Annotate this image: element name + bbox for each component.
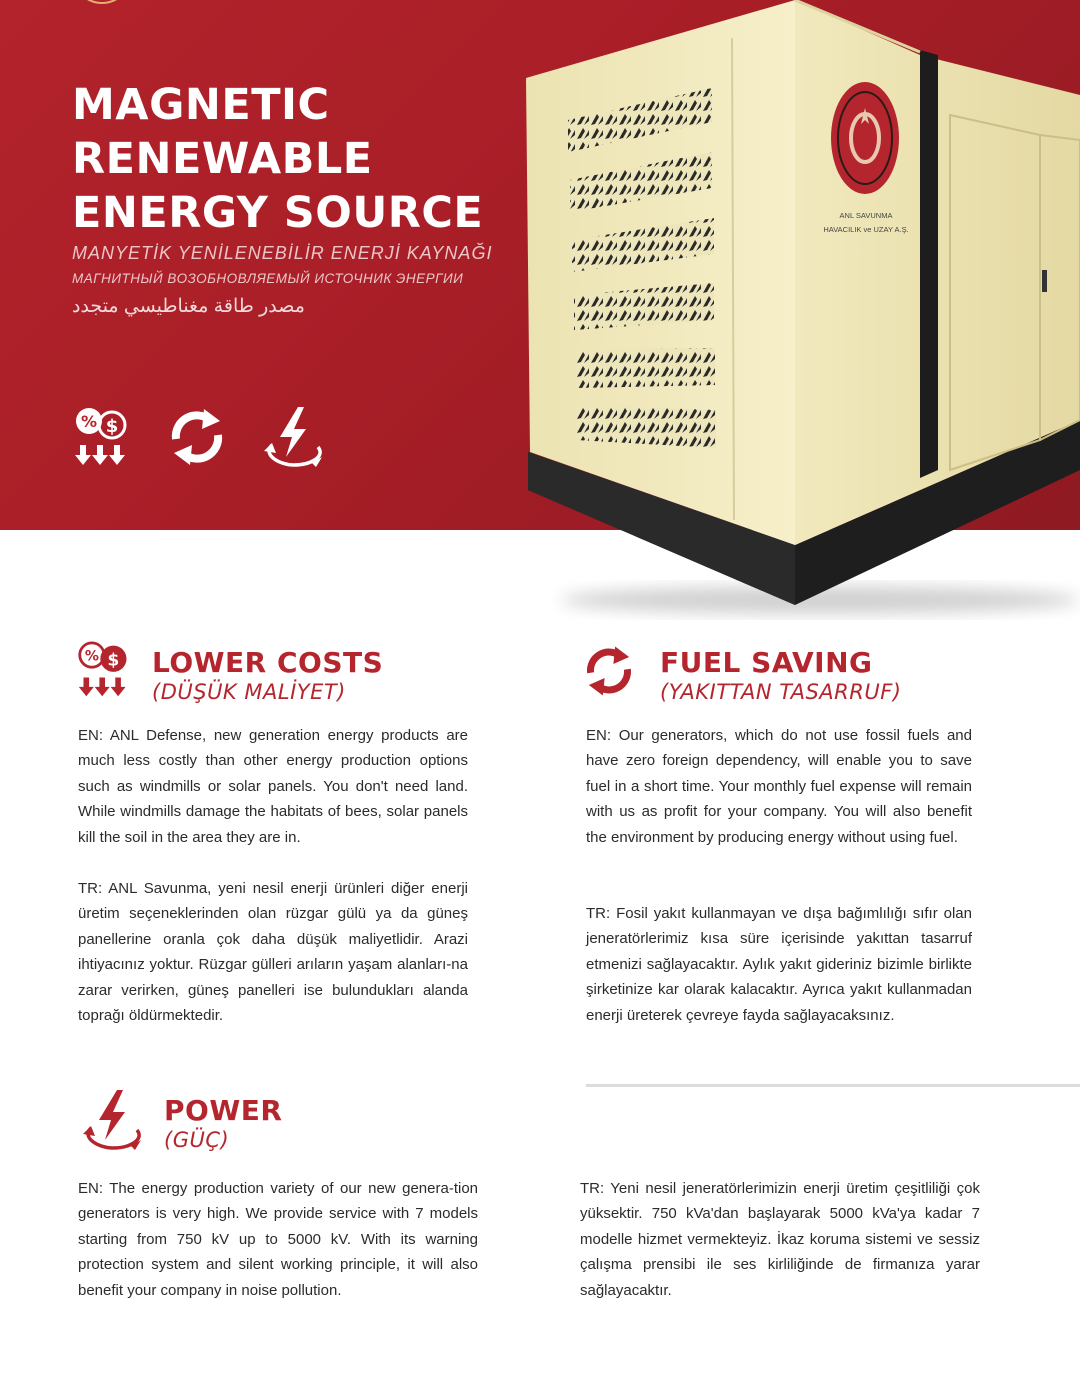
svg-text:$: $ bbox=[107, 649, 120, 670]
hero-title-line-3: ENERGY SOURCE bbox=[72, 188, 484, 238]
recycle-arrows-icon bbox=[164, 405, 230, 469]
power-title: POWER bbox=[164, 1094, 283, 1127]
power-text-tr: TR: Yeni nesil jeneratörlerimizin enerji üretim çeşitliliği çok yüksektir. 750 kVa'dan başlayarak 5000 kVa'ya kadar 7 modelle hizmet vermekteyiz. İkaz koruma sistemi ve sessiz çalışma prensibi ile ses kirliliğinde de firmanıza yarar sağlayacaktır. bbox=[580, 1180, 980, 1299]
hero-subtitle-turkish: MANYETİK YENİLENEBİLİR ENERJİ KAYNAĞI bbox=[72, 243, 493, 263]
plate-line-1: ANL SAVUNMA bbox=[839, 211, 893, 220]
hero-icon-row bbox=[72, 405, 328, 469]
fuel-saving-icon bbox=[578, 643, 640, 699]
lower-costs-title: LOWER COSTS bbox=[152, 646, 384, 679]
section-divider bbox=[586, 1084, 1080, 1087]
svg-text:%: % bbox=[80, 412, 98, 431]
fuel-saving-title: FUEL SAVING bbox=[660, 646, 873, 679]
lower-costs-text-en: EN: ANL Defense, new generation energy products are much less costly than other energy production options such as windmills or solar panels. You don't need land. While windmills damage the habitats of bees, solar panels kill the soil in the area they are in. bbox=[78, 727, 468, 846]
cost-down-icon bbox=[72, 405, 134, 469]
power-text-en: EN: The energy production variety of our new genera-tion generators is very high. We provide service with 7 models starting from 750 kV up to 5000 kV. With its warning protection system and silent working principle, it will also benefit your company in noise pollution. bbox=[78, 1180, 478, 1299]
lower-costs-subtitle: (DÜŞÜK MALİYET) bbox=[152, 680, 346, 704]
generator-image bbox=[520, 0, 1080, 620]
hero-title-line-1: MAGNETIC bbox=[72, 80, 330, 130]
power-bolt-icon bbox=[260, 405, 328, 469]
hero-title bbox=[72, 78, 532, 240]
hero-title-line-2: RENEWABLE bbox=[72, 134, 373, 184]
svg-text:$: $ bbox=[105, 416, 119, 437]
power-subtitle: (GÜÇ) bbox=[164, 1128, 230, 1152]
brand-logo bbox=[72, 0, 132, 4]
hero-subtitle-arabic: مصدر طاقة مغناطيسي متجدد bbox=[72, 296, 305, 317]
svg-text:%: % bbox=[84, 648, 99, 665]
power-icon bbox=[78, 1088, 148, 1152]
company-emblem bbox=[831, 82, 899, 194]
fuel-saving-text-en: EN: Our generators, which do not use fossil fuels and have zero foreign dependency, will enable you to save fuel in a short time. Your monthly fuel expense will remain with us as profit for your company. You will also benefit the environment by producing energy without using fuel. bbox=[586, 727, 972, 846]
lower-costs-icon bbox=[76, 640, 134, 700]
fuel-saving-text-tr: TR: Fosil yakıt kullanmayan ve dışa bağımlılığı sıfır olan jeneratörlerimiz kısa süre içerisinde yakıttan tasarruf etmenizi sağlayacaktır. Aylık yakıt gideriniz bizimle birlikte şirketinize kar olarak kalacaktır. Ayrıca yakıt kullanmadan enerji üreterek çevreye fayda sağlayacaksınız. bbox=[586, 905, 972, 1024]
fuel-saving-subtitle: (YAKITTAN TASARRUF) bbox=[660, 680, 902, 704]
lower-costs-text-tr: TR: ANL Savunma, yeni nesil enerji ürünleri diğer enerji üretim seçeneklerinden olan rüzgar gülü ya da güneş panellerine oranla çok daha düşük maliyetlidir. Arazi ihtiyacınız yoktur. Rüzgar gülleri arıların yaşam alanları-na zarar verirken, güneş panelleri ise bulundukları alanda toprağı öldürmektedir. bbox=[78, 880, 468, 1025]
plate-line-2: HAVACILIK ve UZAY A.Ş. bbox=[823, 225, 909, 234]
hero-subtitle-russian: МАГНИТНЫЙ ВОЗОБНОВЛЯЕМЫЙ ИСТОЧНИК ЭНЕРГИИ bbox=[72, 271, 464, 286]
